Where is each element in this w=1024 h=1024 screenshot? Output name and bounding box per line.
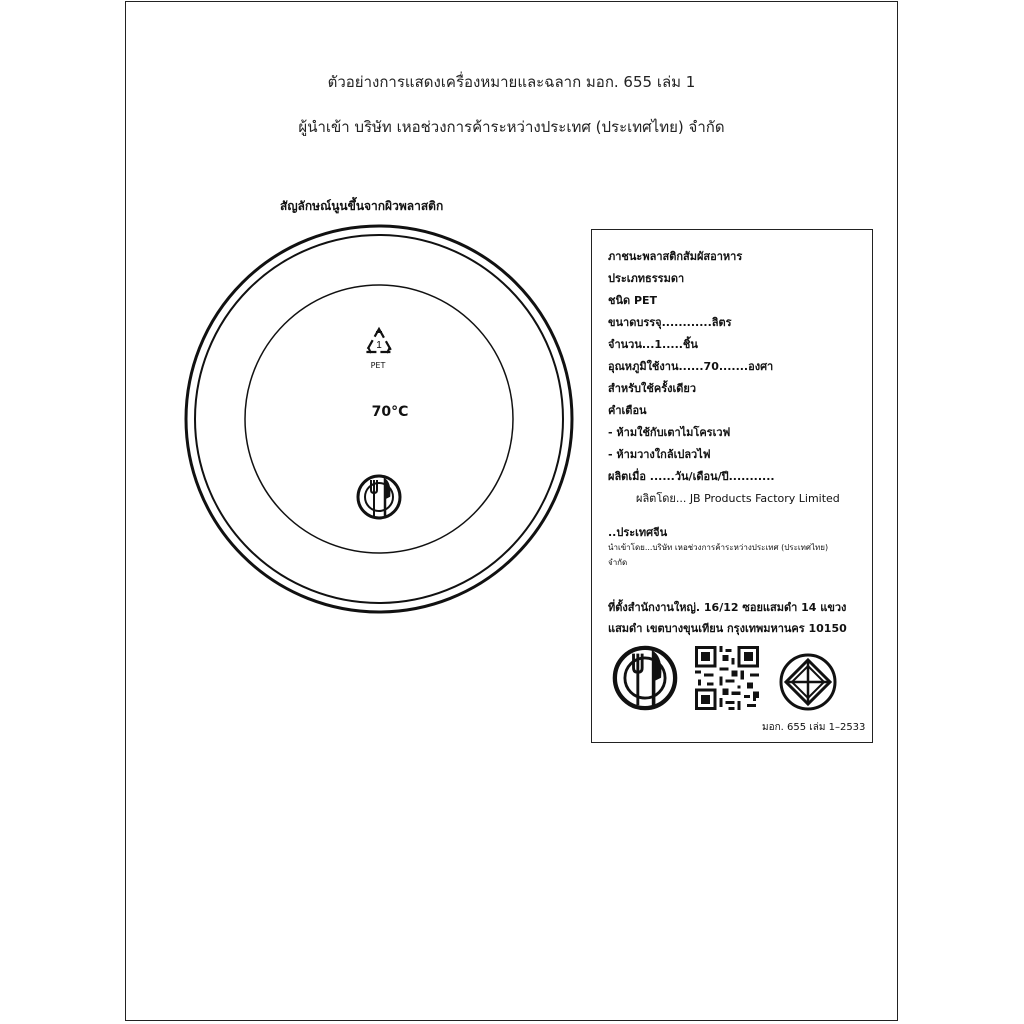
plate-fork-knife-icon — [356, 474, 402, 520]
label-line: สำหรับใช้ครั้งเดียว — [608, 382, 697, 395]
tis-standard-icon — [778, 652, 838, 712]
address-line: ที่ตั้งสำนักงานใหญ่. 16/12 ซอยแสมดำ 14 แขวง — [608, 601, 847, 614]
label-line: ขนาดบรรจุ............ลิตร — [608, 316, 732, 329]
label-line: ชนิด PET — [608, 294, 658, 307]
label-line: อุณหภูมิใช้งาน......70.......องศา — [608, 360, 774, 373]
label-line: ผลิตเมื่อ ......วัน/เดือน/ปี........... — [608, 470, 775, 483]
importer-title: ผู้นำเข้า บริษัท เหอช่วงการค้าระหว่างประเทศ (ประเทศไทย) จำกัด — [298, 118, 725, 136]
label-line: ประเภทธรรมดา — [608, 272, 685, 285]
label-line: ภาชนะพลาสติกสัมผัสอาหาร — [608, 250, 743, 263]
standard-number: มอก. 655 เล่ม 1–2533 — [762, 722, 866, 733]
emboss-caption: สัญลักษณ์นูนขึ้นจากผิวพลาสติก — [280, 199, 444, 213]
importer-line: นำเข้าโดย...บริษัท เหอช่วงการค้าระหว่างประเทศ (ประเทศไทย) — [608, 543, 829, 552]
plate-fork-knife-icon — [612, 645, 678, 711]
recycle-code: 1 — [376, 340, 382, 351]
label-line: - ห้ามใช้กับเตาไมโครเวฟ — [608, 426, 731, 439]
document-title: ตัวอย่างการแสดงเครื่องหมายและฉลาก มอก. 655 เล่ม 1 — [327, 73, 696, 91]
country-line: ..ประเทศจีน — [608, 526, 668, 539]
address-line: แสมดำ เขตบางขุนเทียน กรุงเทพมหานคร 10150 — [608, 622, 847, 635]
label-line: คำเตือน — [608, 404, 647, 417]
label-line: จำนวน...1.....ชิ้น — [608, 338, 698, 351]
recycle-icon — [362, 326, 396, 358]
temperature-mark: 70°C — [371, 404, 409, 420]
manufacturer-line: ผลิตโดย... JB Products Factory Limited — [636, 492, 840, 505]
material-code: PET — [370, 361, 386, 370]
label-line: - ห้ามวางใกล้เปลวไฟ — [608, 448, 711, 461]
importer-line: จำกัด — [608, 558, 628, 567]
qr-code-icon — [695, 646, 759, 710]
